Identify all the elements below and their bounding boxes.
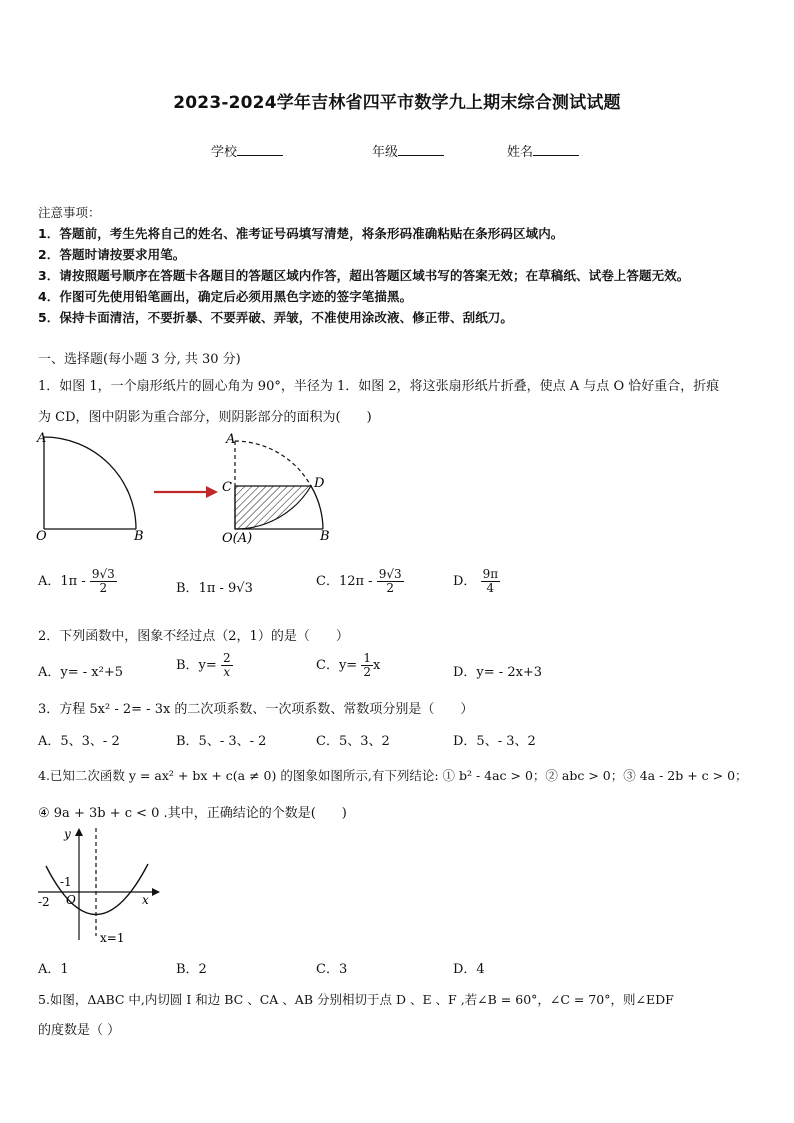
fraction: $\frac{9√3}{2}$	[91, 567, 115, 596]
q3-option-a[interactable]: A．5、3、- 2	[38, 734, 120, 749]
fraction: $\frac{2}{x}$	[222, 651, 231, 680]
section-heading: 一、选择题(每小题 3 分, 共 30 分)	[38, 352, 241, 367]
q2-option-a[interactable]: A．y= - x²+5	[38, 665, 123, 680]
q4-option-c[interactable]: C．3	[316, 962, 348, 977]
q1-option-d[interactable]: D． $\frac{9\pi}{4}$	[453, 567, 499, 596]
q3-option-d[interactable]: D．5、- 3、2	[453, 734, 536, 749]
grade-field	[372, 141, 444, 160]
grade-label: 年级	[372, 145, 399, 160]
q1-option-c[interactable]: C．12π - $\frac{9√3}{2}$	[316, 567, 402, 596]
q3-option-c[interactable]: C．5、3、2	[316, 734, 390, 749]
notice-item: 2．答题时请按要求用笔。	[38, 247, 186, 262]
x-axis-label: x	[142, 893, 149, 907]
school-label: 学校	[211, 145, 238, 160]
school-blank[interactable]	[237, 143, 283, 156]
q4-option-d[interactable]: D．4	[453, 962, 485, 977]
point-OA-label: O(A)	[222, 531, 253, 546]
tick-label-neg2: -2	[38, 895, 50, 909]
q5-stem-line1: 5.如图，ΔABC 中,内切圆 I 和边 BC 、CA 、AB 分别相切于点 D 、E 、F ,若∠B = 60°，∠C = 70°，则∠EDF	[38, 992, 674, 1007]
q2-option-d[interactable]: D．y= - 2x+3	[453, 665, 543, 680]
fraction: $\frac{9\pi}{4}$	[482, 567, 499, 596]
page-title: 2023-2024学年吉林省四平市数学九上期末综合测试试题	[173, 93, 621, 113]
q4-option-a[interactable]: A．1	[38, 962, 69, 977]
q1-option-a[interactable]: A．1π - $\frac{9√3}{2}$	[38, 567, 115, 596]
q4-stem-line2: ④ 9a + 3b + c < 0 .其中，正确结论的个数是( )	[38, 806, 347, 821]
point-A-label: A	[37, 431, 47, 446]
point-D-label: D	[314, 476, 325, 491]
q2-stem: 2．下列函数中，图象不经过点（2，1）的是（ ）	[38, 629, 349, 644]
school-field	[211, 141, 283, 160]
q3-option-b[interactable]: B．5、- 3、- 2	[176, 734, 267, 749]
fraction: $\frac{1}{2}$	[363, 651, 371, 680]
notice-item: 1．答题前，考生先将自己的姓名、准考证号码填写清楚，将条形码准确粘贴在条形码区域内。	[38, 226, 564, 241]
notice-heading: 注意事项：	[38, 205, 101, 220]
notice-item: 4．作图可先使用铅笔画出，确定后必须用黑色字迹的签字笔描黑。	[38, 289, 413, 304]
notice-item: 3．请按照题号顺序在答题卡各题目的答题区域内作答，超出答题区域书写的答案无效；在草稿纸、试卷上答题无效。	[38, 268, 690, 283]
fraction: $\frac{9√3}{2}$	[378, 567, 402, 596]
point-B-label: B	[134, 529, 144, 544]
name-blank[interactable]	[533, 143, 579, 156]
point-O-label: O	[36, 529, 47, 544]
q3-stem: 3．方程 5x² - 2= - 3x 的二次项系数、一次项系数、常数项分别是（ ）	[38, 702, 474, 717]
q4-option-b[interactable]: B．2	[176, 962, 207, 977]
q1-figure-2	[218, 428, 338, 550]
point-C-label: C	[222, 480, 232, 495]
notice-item: 5．保持卡面清洁，不要折暴、不要弄破、弄皱，不准使用涂改液、修正带、刮纸刀。	[38, 310, 513, 325]
axis-of-symmetry-label: x=1	[100, 931, 125, 945]
point-B-label: B	[320, 529, 330, 544]
q4-stem-line1: 4.已知二次函数 y = ax² + bx + c(a ≠ 0) 的图象如图所示,有下列结论: ① b² - 4ac > 0；② abc > 0；③ 4a - 2b + c > 0；	[38, 768, 748, 783]
name-field	[507, 141, 579, 160]
q2-option-c[interactable]: C．y= $\frac{1}{2}$ x	[316, 651, 381, 680]
q1-figure-1	[34, 428, 144, 548]
arrow-icon	[150, 480, 220, 504]
point-A-label: A	[226, 432, 236, 447]
q1-stem-line1: 1．如图 1，一个扇形纸片的圆心角为 90°，半径为 1．如图 2，将这张扇形纸片折叠，使点 A 与点 O 恰好重合，折痕	[38, 379, 720, 394]
q1-option-b[interactable]: B．1π - 9√3	[176, 581, 253, 596]
q1-stem-line2: 为 CD，图中阴影为重合部分，则阴影部分的面积为( )	[38, 410, 372, 425]
origin-label: O	[66, 893, 76, 907]
q2-option-b[interactable]: B．y= $\frac{2}{x}$	[176, 651, 231, 680]
y-axis-label: y	[64, 827, 71, 841]
name-label: 姓名	[507, 145, 534, 160]
grade-blank[interactable]	[398, 143, 444, 156]
q5-stem-line2: 的度数是（ ）	[38, 1023, 121, 1038]
q4-parabola-figure	[34, 824, 164, 948]
tick-label-neg1: -1	[60, 875, 72, 889]
